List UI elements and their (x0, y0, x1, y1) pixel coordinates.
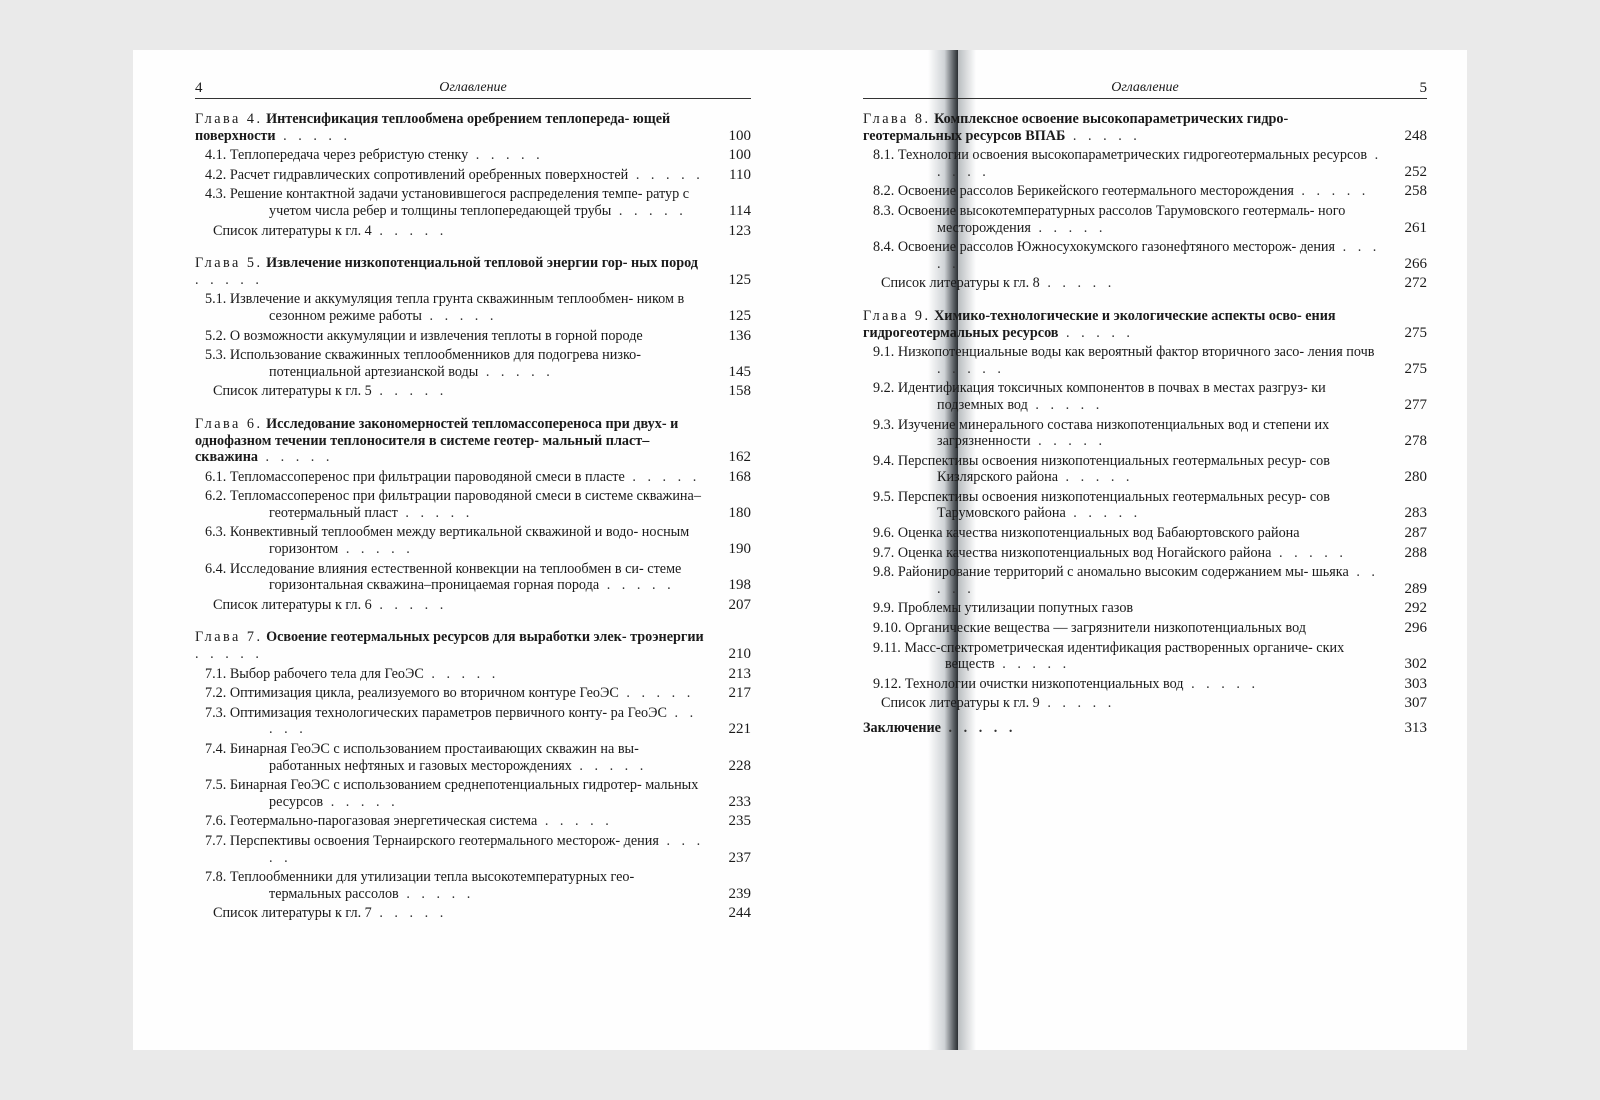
entry-title: 4.3. Решение контактной задачи установившегося распределения темпе- ратур с учетом числа ребер и толщины теплопередающей трубы (205, 186, 690, 219)
entry-title: Список литературы к гл. 8 (881, 275, 1040, 292)
entry-title: 9.9. Проблемы утилизации попутных газов (873, 600, 1134, 617)
right-table-of-contents (863, 111, 1427, 737)
toc-references-entry (863, 275, 1427, 292)
toc-section-entry (195, 741, 751, 774)
dot-leader: . . . . . (269, 832, 705, 866)
left-page-header (195, 80, 751, 99)
chapter-title: Исследование закономерностей тепломассопереноса при двух- и однофазном течении теплоносителя в системе геотер- мальный пласт–скважина (195, 415, 679, 466)
dot-leader: . . . . . (624, 468, 701, 485)
entry-title: 5.2. О возможности аккумуляции и извлечения теплоты в горной породе (205, 327, 643, 344)
dot-leader: . . . . . (1030, 433, 1107, 450)
toc-section-entry (195, 328, 751, 345)
dot-leader: . . . . . (618, 685, 695, 702)
page-ref: 266 (1404, 255, 1427, 272)
toc-references-entry (195, 905, 751, 922)
page-ref: 277 (1404, 396, 1427, 413)
dot-leader: . . . . . (1271, 544, 1347, 561)
entry-title: 7.7. Перспективы освоения Тернаирского геотермального месторож- дения (205, 832, 659, 849)
dot-leader: . . . . . (994, 656, 1071, 673)
chapter-number: Глава 4. (195, 111, 263, 127)
page-ref: 296 (1404, 620, 1427, 637)
dot-leader: . . . . . (195, 271, 263, 288)
dot-leader: . . . . . (275, 127, 352, 144)
entry-title: 7.1. Выбор рабочего тела для ГеоЭС (205, 665, 424, 682)
toc-chapter-entry (195, 416, 751, 466)
entry-title: 9.3. Изучение минерального состава низкопотенциальных вод и степени их загрязненности (873, 416, 1330, 450)
toc-section-entry (195, 666, 751, 683)
entry-title: 7.8. Теплообменники для утилизации тепла высокотемпературных гео- термальных рассолов (205, 869, 635, 902)
toc-chapter-entry (195, 255, 751, 288)
page-ref: 275 (1404, 360, 1427, 377)
dot-leader: . . . . . (937, 147, 1383, 180)
entry-title: 7.3. Оптимизация технологических параметров первичного конту- ра ГеоЭС (205, 704, 667, 721)
dot-leader: . . . . . (1030, 219, 1107, 236)
entry-title: 8.4. Освоение рассолов Южносухокумского газонефтяного месторож- дения (873, 239, 1336, 256)
entry-title: 9.5. Перспективы освоения низкопотенциальных геотермальных ресур- сов Тарумовского района (873, 488, 1330, 522)
dot-leader: . . . . . (371, 905, 448, 922)
dot-leader: . . . . . (1183, 675, 1259, 692)
page-ref: 272 (1404, 275, 1427, 292)
dot-leader: . . . . . (937, 360, 1005, 377)
toc-section-entry (863, 344, 1427, 377)
chapter-number: Глава 7. (195, 629, 263, 646)
entry-title: 5.1. Извлечение и аккумуляция тепла грунта скважинным теплообмен- ником в сезонном режиме работы (205, 291, 685, 324)
entry-title: Список литературы к гл. 6 (213, 596, 372, 613)
dot-leader: . . . . . (940, 720, 1017, 736)
toc-section-entry (863, 489, 1427, 522)
page-ref: 275 (1404, 324, 1427, 341)
entry-title: 9.11. Масс-спектрометрическая идентификация растворенных органиче- ских веществ (873, 639, 1345, 673)
entry-title: 8.2. Освоение рассолов Берикейского геотермального месторождения (873, 183, 1294, 200)
page-ref: 213 (728, 665, 751, 682)
page-ref: 278 (1404, 433, 1427, 450)
dot-leader: . . . . . (1039, 275, 1116, 292)
left-table-of-contents (195, 111, 751, 922)
toc-references-entry (195, 383, 751, 400)
toc-section-entry (863, 564, 1427, 597)
toc-section-entry (863, 147, 1427, 180)
dot-leader: . . . . . (371, 383, 448, 400)
page-ref: 307 (1404, 695, 1427, 712)
dot-leader: . . . . . (611, 202, 687, 219)
toc-section-entry (195, 524, 751, 557)
right-page-number: 5 (1419, 80, 1427, 96)
toc-section-entry (863, 380, 1427, 413)
dot-leader: . . . . . (1039, 695, 1116, 712)
entry-title: 7.5. Бинарная ГеоЭС с использованием среднепотенциальных гидротер- мальных ресурсов (205, 777, 699, 810)
page-ref: 190 (728, 541, 751, 558)
toc-section-entry (195, 777, 751, 810)
dot-leader: . . . . . (371, 222, 448, 239)
page-ref: 136 (728, 327, 751, 344)
page-ref: 261 (1404, 219, 1427, 236)
entry-title: 4.1. Теплопередача через ребристую стенку (205, 147, 469, 164)
page-ref: 158 (728, 383, 751, 400)
page-ref: 303 (1404, 675, 1427, 692)
toc-chapter-entry (863, 111, 1427, 144)
entry-title: 9.1. Низкопотенциальные воды как вероятный фактор вторичного засо- ления почв (873, 344, 1375, 361)
entry-title: 6.2. Тепломассоперенос при фильтрации пароводяной смеси в системе скважина–геотермальный пласт (205, 488, 701, 521)
page-ref: 287 (1404, 525, 1427, 542)
entry-title: Список литературы к гл. 9 (881, 695, 1040, 712)
dot-leader: . . . . . (571, 757, 648, 774)
entry-title: 6.1. Тепломассоперенос при фильтрации пароводяной смеси в пласте (205, 468, 625, 485)
page-ref: 228 (728, 757, 751, 774)
toc-section-entry (863, 640, 1427, 673)
dot-leader: . . . . . (397, 504, 474, 521)
toc-chapter-entry (863, 308, 1427, 341)
page-ref: 207 (728, 596, 751, 613)
entry-title: 8.1. Технологии освоения высокопараметрических гидрогеотермальных ресурсов (873, 147, 1368, 164)
toc-section-entry (863, 239, 1427, 272)
entry-title: 4.2. Расчет гидравлических сопротивлений оребренных поверхностей (205, 166, 629, 183)
toc-references-entry (195, 223, 751, 240)
dot-leader: . . . . . (371, 596, 448, 613)
dot-leader: . . . . . (269, 704, 698, 738)
page-ref: 168 (728, 468, 751, 485)
entry-title: 9.6. Оценка качества низкопотенциальных вод Бабаюртовского района (873, 525, 1300, 542)
right-page (863, 80, 1427, 740)
entry-title: 7.2. Оптимизация цикла, реализуемого во вторичном контуре ГеоЭС (205, 685, 619, 702)
entry-title: 9.12. Технологии очистки низкопотенциальных вод (873, 675, 1184, 692)
chapter-number: Глава 8. (863, 111, 931, 127)
dot-leader: . . . . . (599, 577, 675, 594)
dot-leader: . . . . . (478, 363, 554, 380)
chapter-title: Освоение геотермальных ресурсов для выработки элек- троэнергии (266, 629, 704, 646)
toc-section-entry (195, 186, 751, 219)
toc-chapter-entry (195, 111, 751, 144)
toc-section-entry (863, 676, 1427, 693)
dot-leader: . . . . . (195, 646, 263, 663)
page-ref: 235 (728, 813, 751, 830)
dot-leader: . . . . . (338, 541, 414, 558)
chapter-title: Комплексное освоение высокопараметрических гидро- геотермальных ресурсов ВПАБ (863, 111, 1289, 144)
toc-section-entry (195, 705, 751, 738)
page-ref: 210 (728, 646, 751, 663)
left-page-title: Оглавление (439, 80, 507, 95)
toc-section-entry (195, 347, 751, 380)
page-ref: 313 (1404, 720, 1427, 736)
chapter-number: Глава 5. (195, 255, 263, 272)
entry-title: Заключение (863, 720, 941, 736)
page-ref: 233 (728, 793, 751, 810)
toc-section-entry (195, 167, 751, 184)
entry-title: 8.3. Освоение высокотемпературных рассолов Тарумовского геотермаль- ного месторождения (873, 202, 1346, 236)
right-page-header (863, 80, 1427, 99)
toc-references-entry (863, 695, 1427, 712)
dot-leader: . . . . . (1058, 324, 1134, 341)
book-spread (133, 50, 1467, 1050)
dot-leader: . . . . . (423, 665, 500, 682)
page-ref: 302 (1404, 656, 1427, 673)
dot-leader: . . . . . (257, 449, 334, 466)
toc-section-entry (195, 147, 751, 164)
entry-title: 5.3. Использование скважинных теплообменников для подогрева низко- потенциальной артезианской воды (205, 347, 641, 380)
page-ref: 114 (729, 202, 751, 219)
entry-title: Список литературы к гл. 5 (213, 383, 372, 400)
page-ref: 258 (1404, 183, 1427, 200)
left-page (195, 80, 751, 925)
entry-title: Список литературы к гл. 4 (213, 222, 372, 239)
dot-leader: . . . . . (1065, 127, 1141, 144)
toc-section-entry (863, 453, 1427, 486)
dot-leader: . . . . . (628, 166, 704, 183)
chapter-title: Интенсификация теплообмена оребрением теплопереда- ющей поверхности (195, 111, 671, 144)
toc-section-entry (863, 525, 1427, 542)
page-ref: 198 (728, 577, 751, 594)
entry-title: 7.6. Геотермально-парогазовая энергетическая система (205, 813, 538, 830)
page-ref: 239 (728, 885, 751, 902)
entry-title: Список литературы к гл. 7 (213, 905, 372, 922)
toc-section-entry (195, 813, 751, 830)
toc-section-entry (195, 869, 751, 902)
left-page-number: 4 (195, 80, 203, 96)
dot-leader: . . . . . (323, 793, 399, 810)
page-ref: 252 (1404, 163, 1427, 180)
toc-section-entry (195, 488, 751, 521)
page-ref: 217 (728, 685, 751, 702)
page-ref: 237 (728, 849, 751, 866)
dot-leader: . . . . . (468, 147, 544, 164)
chapter-title: Извлечение низкопотенциальной тепловой энергии гор- ных пород (266, 255, 698, 272)
right-page-title: Оглавление (1111, 80, 1179, 95)
page-ref: 100 (728, 127, 751, 144)
dot-leader: . . . . . (1293, 183, 1370, 200)
toc-section-entry (195, 685, 751, 702)
chapter-number: Глава 6. (195, 415, 263, 432)
entry-title: 9.4. Перспективы освоения низкопотенциальных геотермальных ресур- сов Кизлярского района (873, 452, 1330, 486)
page-ref: 125 (728, 307, 751, 324)
toc-section-entry (863, 183, 1427, 200)
page-ref: 248 (1404, 127, 1427, 144)
entry-title: 9.7. Оценка качества низкопотенциальных вод Ногайского района (873, 544, 1272, 561)
toc-section-entry (863, 620, 1427, 637)
dot-leader: . . . . . (421, 307, 498, 324)
toc-section-entry (195, 469, 751, 486)
page-ref: 283 (1404, 505, 1427, 522)
entry-title: 6.3. Конвективный теплообмен между вертикальной скважиной и водо- носным горизонтом (205, 524, 690, 558)
page-ref: 289 (1404, 580, 1427, 597)
dot-leader: . . . . . (1027, 396, 1104, 413)
entry-title: 7.4. Бинарная ГеоЭС с использованием простаивающих скважин на вы- работанных нефтяных и газовых месторождениях (205, 741, 639, 774)
page-ref: 280 (1404, 469, 1427, 486)
page-ref: 244 (728, 905, 751, 922)
chapter-title: Химико-технологические и экологические аспекты осво- ения гидрогеотермальных ресурсов (863, 307, 1336, 341)
dot-leader: . . . . . (1065, 505, 1142, 522)
entry-title: 9.10. Органические вещества — загрязнители низкопотенциальных вод (873, 620, 1306, 637)
toc-references-entry (195, 597, 751, 614)
page-ref: 180 (728, 504, 751, 521)
page-ref: 125 (728, 271, 751, 288)
entry-title: 6.4. Исследование влияния естественной конвекции на теплообмен в си- стеме горизонтальная скважина–проницаемая горная порода (205, 560, 682, 594)
dot-leader: . . . . . (1058, 469, 1134, 486)
page-ref: 145 (728, 363, 751, 380)
toc-section-entry (195, 833, 751, 866)
dot-leader: . . . . . (537, 813, 613, 830)
toc-section-entry (863, 600, 1427, 617)
page-ref: 110 (729, 166, 751, 183)
chapter-number: Глава 9. (863, 307, 931, 324)
entry-title: 9.2. Идентификация токсичных компонентов в почвах в местах разгруз- ки подземных вод (873, 380, 1326, 413)
toc-section-entry (863, 417, 1427, 450)
dot-leader: . . . . . (398, 885, 475, 902)
page-ref: 288 (1404, 544, 1427, 561)
page-ref: 123 (728, 222, 751, 239)
page-ref: 100 (728, 147, 751, 164)
dot-leader: . . . . . (937, 564, 1379, 597)
toc-conclusion-entry (863, 720, 1427, 737)
toc-section-entry (863, 545, 1427, 562)
page-ref: 162 (728, 449, 751, 466)
entry-title: 9.8. Районирование территорий с аномально высоким содержанием мы- шьяка (873, 564, 1349, 581)
page-ref: 221 (728, 721, 751, 738)
toc-chapter-entry (195, 629, 751, 662)
dot-leader: . . . . . (937, 239, 1381, 272)
toc-section-entry (195, 291, 751, 324)
toc-section-entry (863, 203, 1427, 236)
page-ref: 292 (1404, 600, 1427, 617)
toc-section-entry (195, 561, 751, 594)
